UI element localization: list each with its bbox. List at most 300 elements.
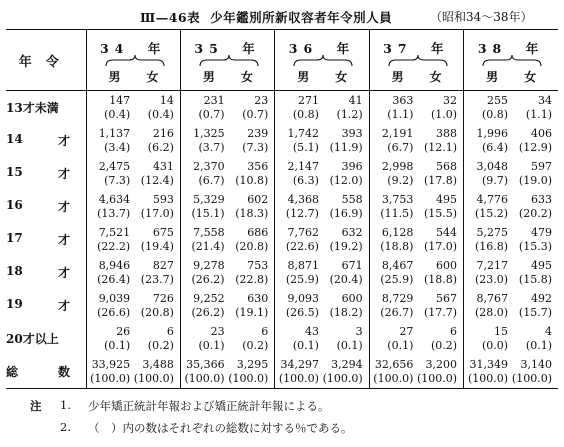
male-count: 8,767 <box>476 291 509 305</box>
female-percent: (12.1) <box>423 140 458 154</box>
year-data-cell <box>464 124 558 157</box>
cell-values <box>181 160 274 188</box>
year-data-cell <box>86 355 180 389</box>
cell-values <box>370 193 463 221</box>
male-count: 3,753 <box>381 192 414 206</box>
cell-values <box>275 94 368 122</box>
male-count: 2,147 <box>287 159 319 173</box>
age-text: 16 才 <box>6 198 70 214</box>
table-title-text: 少年鑑別所新収容者年令別人員 <box>210 10 393 25</box>
age-text: 17 才 <box>6 231 70 247</box>
year-data-cell <box>369 322 463 355</box>
female-percent: (100.0) <box>228 371 269 385</box>
table-body <box>6 91 558 389</box>
male-percent: (26.4) <box>97 272 131 286</box>
female-count: 356 <box>247 159 269 173</box>
cell-values <box>464 127 558 155</box>
cell-values <box>464 226 558 254</box>
female-percent: (20.2) <box>518 206 552 220</box>
male-percent: (100.0) <box>278 371 319 385</box>
male-percent: (9.7) <box>481 173 509 187</box>
male-count: 4,634 <box>98 192 131 206</box>
year-data-cell <box>369 91 463 125</box>
cell-values <box>464 325 558 353</box>
male-percent: (26.7) <box>380 305 414 319</box>
age-label <box>6 124 86 157</box>
cell-values <box>275 160 368 188</box>
male-percent: (25.9) <box>380 272 414 286</box>
year-data-cell <box>86 124 180 157</box>
cell-values <box>87 193 180 221</box>
male-percent: (22.2) <box>97 239 131 253</box>
male-count: 34,297 <box>280 357 319 371</box>
brace-icon <box>105 54 165 68</box>
male-percent: (11.5) <box>380 206 414 220</box>
year-data-cell <box>86 223 180 256</box>
female-count: 753 <box>247 258 269 272</box>
male-count: 363 <box>392 93 414 107</box>
female-percent: (6.2) <box>147 140 174 154</box>
male-count: 26 <box>116 324 131 338</box>
male-percent: (0.0) <box>481 338 509 352</box>
female-percent: (100.0) <box>322 371 363 385</box>
note-number: 1. <box>60 398 71 412</box>
female-percent: (0.2) <box>242 338 269 352</box>
female-percent: (1.2) <box>336 107 363 121</box>
year-data-cell <box>369 190 463 223</box>
year-data-cell <box>275 322 369 355</box>
male-count: 2,475 <box>98 159 131 173</box>
age-label <box>6 157 86 190</box>
notes-label: 注 <box>30 399 42 413</box>
male-count: 1,137 <box>98 126 131 140</box>
age-text: 19 才 <box>6 297 70 313</box>
male-percent: (6.3) <box>292 173 319 187</box>
cell-values <box>87 226 180 254</box>
table-row <box>6 91 558 125</box>
note-text: 少年矯正統計年報および矯正統計年報による。 <box>88 399 330 413</box>
year-data-cell <box>369 289 463 322</box>
year-data-cell <box>369 223 463 256</box>
table-header-row <box>6 30 558 91</box>
female-count: 597 <box>531 159 552 173</box>
male-count: 4,368 <box>287 192 319 206</box>
male-percent: (0.7) <box>198 107 225 121</box>
year-label: 38 年 <box>477 41 545 56</box>
male-count: 4,776 <box>476 192 509 206</box>
note-text: （ ）内の数はそれぞれの総数に対する％である。 <box>88 421 353 435</box>
male-count: 8,729 <box>381 291 414 305</box>
male-percent: (0.8) <box>481 107 509 121</box>
female-percent: (19.1) <box>235 305 269 319</box>
cell-values <box>275 358 368 386</box>
year-data-cell <box>275 355 369 389</box>
table-row <box>6 223 558 256</box>
male-count: 8,946 <box>98 258 131 272</box>
cell-values <box>87 160 180 188</box>
male-percent: (6.4) <box>481 140 509 154</box>
cell-values <box>275 193 368 221</box>
cell-values <box>87 292 180 320</box>
female-count: 671 <box>341 258 363 272</box>
male-percent: (26.6) <box>97 305 131 319</box>
male-count: 7,521 <box>98 225 131 239</box>
female-label: 女 <box>429 70 442 84</box>
female-count: 495 <box>531 258 552 272</box>
age-text: 13才未満 <box>6 101 59 115</box>
cell-values <box>87 358 180 386</box>
cell-values <box>464 259 558 287</box>
male-count: 5,275 <box>476 225 509 239</box>
male-count: 271 <box>297 93 319 107</box>
cell-values <box>275 325 368 353</box>
female-count: 34 <box>538 93 552 107</box>
cell-values <box>370 259 463 287</box>
year-data-cell <box>369 124 463 157</box>
year-header <box>86 30 180 91</box>
year-data-cell <box>464 322 558 355</box>
female-count: 32 <box>443 93 458 107</box>
year-data-cell <box>369 157 463 190</box>
female-count: 686 <box>247 225 269 239</box>
cell-values <box>464 160 558 188</box>
year-data-cell <box>464 289 558 322</box>
female-count: 827 <box>152 258 174 272</box>
female-percent: (15.3) <box>518 239 552 253</box>
male-count: 255 <box>487 93 509 107</box>
female-percent: (23.7) <box>140 272 174 286</box>
year-data-cell <box>86 190 180 223</box>
age-label <box>6 256 86 289</box>
male-percent: (28.0) <box>474 305 509 319</box>
year-header-content <box>370 30 463 90</box>
table-row <box>6 289 558 322</box>
female-count: 6 <box>261 324 269 338</box>
male-count: 7,558 <box>193 225 225 239</box>
year-data-cell <box>180 322 274 355</box>
cell-values <box>275 259 368 287</box>
male-count: 8,467 <box>381 258 414 272</box>
male-count: 23 <box>210 324 225 338</box>
year-data-cell <box>275 190 369 223</box>
age-text: 14 才 <box>6 132 70 148</box>
female-count: 393 <box>341 126 363 140</box>
cell-values <box>87 94 180 122</box>
male-count: 2,191 <box>381 126 414 140</box>
cell-values <box>275 226 368 254</box>
year-header <box>275 30 369 91</box>
cell-values <box>370 358 463 386</box>
year-data-cell <box>464 223 558 256</box>
male-label: 男 <box>391 70 404 84</box>
year-data-cell <box>275 157 369 190</box>
female-percent: (18.2) <box>329 305 363 319</box>
female-percent: (10.8) <box>235 173 269 187</box>
female-percent: (100.0) <box>416 371 458 385</box>
female-percent: (17.7) <box>423 305 458 319</box>
male-count: 7,762 <box>287 225 319 239</box>
female-count: 630 <box>247 291 269 305</box>
table-row <box>6 256 558 289</box>
year-data-cell <box>180 289 274 322</box>
male-percent: (26.5) <box>285 305 319 319</box>
male-count: 1,742 <box>287 126 319 140</box>
age-label <box>6 223 86 256</box>
male-count: 9,252 <box>193 291 225 305</box>
year-data-cell <box>275 91 369 125</box>
female-count: 3,488 <box>142 357 174 371</box>
male-percent: (12.7) <box>285 206 319 220</box>
female-count: 41 <box>348 93 363 107</box>
female-percent: (0.2) <box>430 338 458 352</box>
female-percent: (19.4) <box>140 239 174 253</box>
female-percent: (20.8) <box>140 305 174 319</box>
year-header <box>464 30 558 91</box>
table-row <box>6 157 558 190</box>
male-label: 男 <box>108 70 121 84</box>
female-percent: (15.5) <box>423 206 458 220</box>
year-data-cell <box>86 91 180 125</box>
female-percent: (18.3) <box>235 206 269 220</box>
female-percent: (1.1) <box>525 107 552 121</box>
male-count: 43 <box>304 324 319 338</box>
male-percent: (22.6) <box>285 239 319 253</box>
year-data-cell <box>86 157 180 190</box>
age-text: 20才以上 <box>6 332 59 346</box>
female-count: 396 <box>341 159 363 173</box>
female-count: 406 <box>531 126 552 140</box>
male-count: 6,128 <box>381 225 414 239</box>
female-percent: (15.7) <box>518 305 552 319</box>
cell-values <box>181 127 274 155</box>
year-data-cell <box>464 355 558 389</box>
female-percent: (17.0) <box>140 206 174 220</box>
male-percent: (3.7) <box>198 140 225 154</box>
male-percent: (1.1) <box>387 107 414 121</box>
cell-values <box>181 94 274 122</box>
male-percent: (100.0) <box>467 371 509 385</box>
table-number: Ⅲ—46表 <box>140 10 201 25</box>
male-percent: (13.7) <box>97 206 131 220</box>
female-count: 479 <box>531 225 552 239</box>
female-percent: (100.0) <box>511 371 552 385</box>
cell-values <box>181 325 274 353</box>
year-data-cell <box>86 256 180 289</box>
cell-values <box>464 292 558 320</box>
male-count: 8,871 <box>287 258 319 272</box>
female-percent: (19.0) <box>518 173 552 187</box>
cell-values <box>370 127 463 155</box>
year-data-cell <box>86 289 180 322</box>
year-header-content <box>275 30 368 90</box>
female-percent: (17.8) <box>423 173 458 187</box>
male-percent: (100.0) <box>184 371 225 385</box>
male-percent: (0.1) <box>387 338 414 352</box>
year-data-cell <box>369 256 463 289</box>
male-count: 9,039 <box>98 291 131 305</box>
female-count: 3,140 <box>520 357 552 371</box>
female-percent: (16.9) <box>329 206 363 220</box>
male-count: 2,998 <box>381 159 414 173</box>
female-percent: (0.7) <box>242 107 269 121</box>
female-percent: (1.0) <box>430 107 458 121</box>
female-label: 女 <box>240 70 253 84</box>
male-count: 15 <box>494 324 509 338</box>
year-data-cell <box>275 256 369 289</box>
cell-values <box>464 358 558 386</box>
male-count: 2,370 <box>193 159 225 173</box>
year-data-cell <box>180 223 274 256</box>
male-count: 5,329 <box>193 192 225 206</box>
male-count: 32,656 <box>374 357 414 371</box>
female-percent: (0.4) <box>147 107 174 121</box>
male-percent: (16.8) <box>474 239 509 253</box>
year-data-cell <box>180 355 274 389</box>
female-count: 675 <box>152 225 174 239</box>
male-percent: (18.8) <box>380 239 414 253</box>
age-label <box>6 289 86 322</box>
male-count: 35,366 <box>186 357 225 371</box>
male-percent: (0.8) <box>292 107 319 121</box>
female-label: 女 <box>335 70 348 84</box>
male-percent: (9.2) <box>387 173 414 187</box>
female-percent: (11.9) <box>329 140 363 154</box>
male-percent: (6.7) <box>198 173 225 187</box>
cell-values <box>181 358 274 386</box>
table-row <box>6 190 558 223</box>
female-percent: (7.3) <box>242 140 269 154</box>
year-data-cell <box>180 256 274 289</box>
female-count: 239 <box>247 126 269 140</box>
male-count: 3,048 <box>476 159 509 173</box>
female-label: 女 <box>524 70 537 84</box>
female-percent: (0.1) <box>336 338 363 352</box>
cell-values <box>275 127 368 155</box>
age-column-header: 年令 <box>6 30 86 91</box>
male-count: 231 <box>203 93 225 107</box>
female-percent: (100.0) <box>133 371 174 385</box>
year-data-cell <box>275 124 369 157</box>
cell-values <box>370 325 463 353</box>
cell-values <box>87 325 180 353</box>
year-header-content <box>464 30 558 90</box>
age-text: 18 才 <box>6 264 70 280</box>
age-label <box>6 322 86 355</box>
female-count: 3,294 <box>331 357 363 371</box>
title-row <box>0 8 564 26</box>
year-data-cell <box>180 190 274 223</box>
female-count: 3 <box>355 324 363 338</box>
male-percent: (26.2) <box>191 272 225 286</box>
female-percent: (18.8) <box>423 272 458 286</box>
male-label: 男 <box>202 70 215 84</box>
year-data-cell <box>464 256 558 289</box>
year-data-cell <box>180 124 274 157</box>
male-percent: (21.4) <box>191 239 225 253</box>
male-count: 9,093 <box>287 291 319 305</box>
age-label <box>6 190 86 223</box>
female-count: 4 <box>545 324 552 338</box>
age-label <box>6 91 86 125</box>
year-data-cell <box>464 91 558 125</box>
cell-values <box>181 193 274 221</box>
male-percent: (7.3) <box>104 173 131 187</box>
male-count: 33,925 <box>91 357 131 371</box>
female-count: 388 <box>436 126 458 140</box>
female-percent: (19.2) <box>329 239 363 253</box>
year-data-cell <box>275 289 369 322</box>
table-row <box>6 124 558 157</box>
age-text: 総 数 <box>6 365 70 379</box>
male-percent: (5.1) <box>292 140 319 154</box>
female-label: 女 <box>146 70 159 84</box>
cell-values <box>87 259 180 287</box>
female-count: 6 <box>166 324 174 338</box>
cell-values <box>464 193 558 221</box>
male-percent: (25.9) <box>285 272 319 286</box>
year-label: 34 年 <box>99 41 167 56</box>
male-percent: (0.1) <box>292 338 319 352</box>
brace-icon <box>293 54 353 68</box>
cell-values <box>370 226 463 254</box>
female-percent: (12.9) <box>518 140 552 154</box>
brace-icon <box>388 54 448 68</box>
cell-values <box>181 292 274 320</box>
year-data-cell <box>180 157 274 190</box>
male-count: 7,217 <box>476 258 509 272</box>
female-count: 567 <box>436 291 458 305</box>
cell-values <box>370 94 463 122</box>
year-data-cell <box>180 91 274 125</box>
male-percent: (100.0) <box>90 371 131 385</box>
female-count: 558 <box>341 192 363 206</box>
age-text: 15 才 <box>6 165 70 181</box>
female-count: 14 <box>159 93 174 107</box>
year-data-cell <box>86 322 180 355</box>
age-label <box>6 355 86 389</box>
female-percent: (0.2) <box>147 338 174 352</box>
year-header-content <box>181 30 274 90</box>
male-label: 男 <box>297 70 310 84</box>
female-percent: (17.0) <box>423 239 458 253</box>
male-percent: (23.0) <box>474 272 509 286</box>
male-count: 27 <box>399 324 414 338</box>
year-data-cell <box>464 157 558 190</box>
year-data-cell <box>369 355 463 389</box>
year-data-cell <box>464 190 558 223</box>
female-count: 544 <box>436 225 458 239</box>
age-distribution-table <box>6 29 558 389</box>
table-period: （昭和34～38年） <box>430 10 533 24</box>
female-count: 632 <box>341 225 363 239</box>
male-percent: (15.2) <box>474 206 509 220</box>
cell-values <box>275 292 368 320</box>
female-count: 495 <box>436 192 458 206</box>
year-header-content <box>87 30 180 90</box>
female-count: 492 <box>531 291 552 305</box>
male-percent: (26.2) <box>191 305 225 319</box>
female-count: 726 <box>152 291 174 305</box>
female-count: 602 <box>247 192 269 206</box>
female-percent: (12.4) <box>140 173 174 187</box>
cell-values <box>464 94 558 122</box>
female-count: 568 <box>436 159 458 173</box>
male-count: 1,325 <box>193 126 225 140</box>
female-percent: (22.8) <box>235 272 269 286</box>
note-number: 2. <box>60 420 71 434</box>
female-count: 23 <box>254 93 269 107</box>
brace-icon <box>482 54 542 68</box>
